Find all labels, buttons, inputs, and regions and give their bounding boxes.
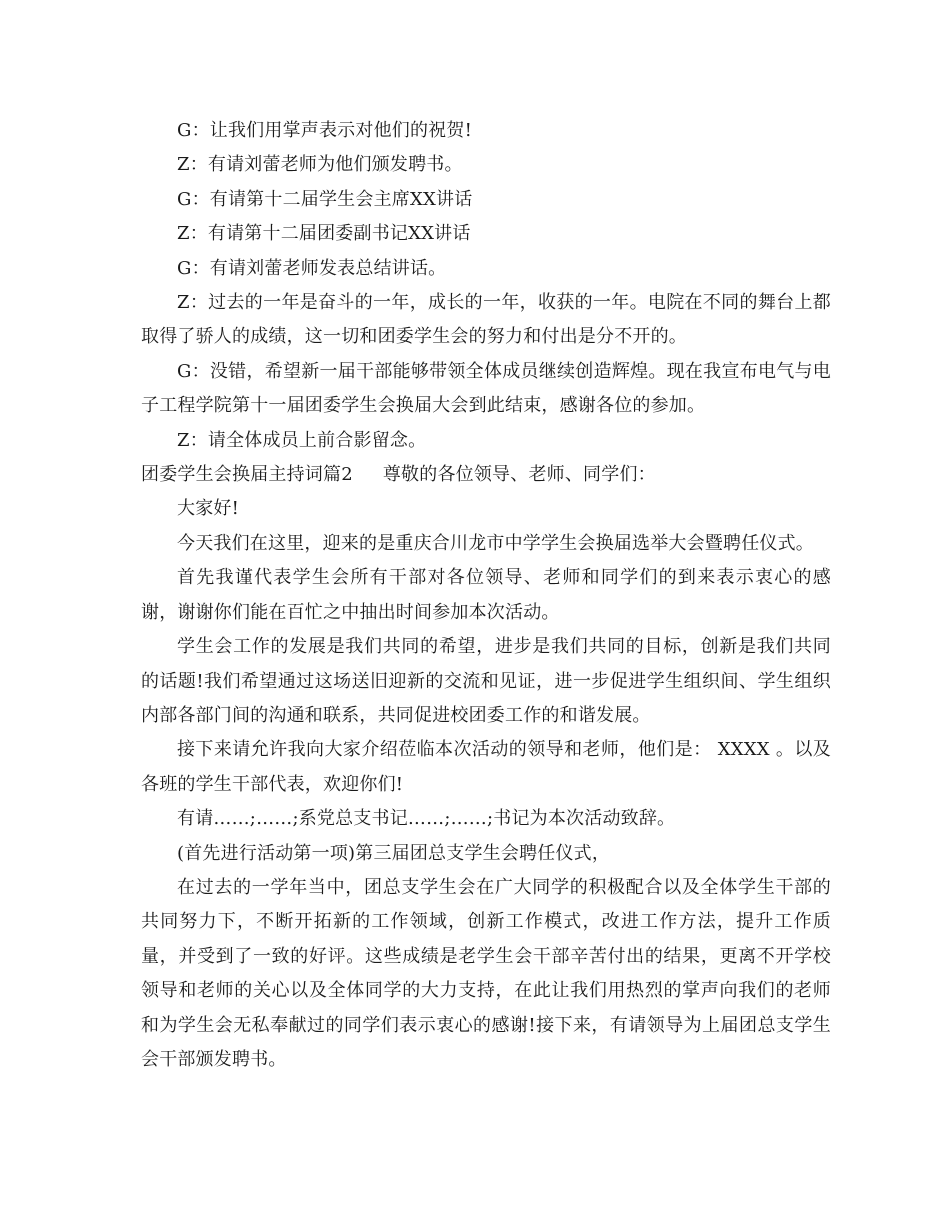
paragraph: 接下来请允许我向大家介绍莅临本次活动的领导和老师，他们是： XXXX 。以及各班的学生干部代表，欢迎你们!	[141, 739, 831, 795]
paragraph: G：没错，希望新一届干部能够带领全体成员继续创造辉煌。现在我宣布电气与电子工程学院第十一届团委学生会换届大会到此结束，感谢各位的参加。	[141, 360, 831, 417]
paragraph: 今天我们在这里，迎来的是重庆合川龙市中学学生会换届选举大会暨聘任仪式。	[177, 532, 814, 554]
section-opening: 尊敬的各位领导、老师、同学们：	[382, 464, 656, 486]
paragraph: Z：过去的一年是奋斗的一年，成长的一年，收获的一年。电院在不同的舞台上都取得了骄人的成绩，这一切和团委学生会的努力和付出是分不开的。	[141, 292, 831, 348]
paragraph: Z：请全体成员上前合影留念。	[177, 429, 427, 451]
paragraph: 在过去的一学年当中，团总支学生会在广大同学的积极配合以及全体学生干部的共同努力下，不断开拓新的工作领域，创新工作模式，改进工作方法，提升工作质量，并受到了一致的好评。这些成绩是老学生会干部辛苦付出的结果，更离不开学校领导和老师的关心以及全体同学的大力支持，在此让我们用热烈的掌声向我们的老师和为学生会无私奉献过的同学们表示衷心的感谢!接下来，有请领导为上届团总支学生会干部颁发聘书。	[141, 876, 831, 1070]
paragraph: G：有请刘蕾老师发表总结讲话。	[177, 257, 447, 279]
paragraph: 首先我谨代表学生会所有干部对各位领导、老师和同学们的到来表示衷心的感谢，谢谢你们能在百忙之中抽出时间参加本次活动。	[141, 567, 831, 623]
paragraph: 学生会工作的发展是我们共同的希望，进步是我们共同的目标，创新是我们共同的话题!我们希望通过这场送旧迎新的交流和见证，进一步促进学生组织间、学生组织内部各部门间的沟通和联系，共同促进校团委工作的和谐发展。	[141, 636, 831, 726]
paragraph: 大家好!	[177, 498, 240, 520]
paragraph: G：让我们用掌声表示对他们的祝贺!	[177, 120, 473, 141]
paragraph: Z：有请第十二届团委副书记XX讲话	[177, 223, 471, 245]
section-heading: 团委学生会换届主持词篇2	[141, 464, 353, 486]
document-body	[141, 114, 831, 1077]
section-heading-line	[141, 458, 831, 492]
paragraph: Z：有请刘蕾老师为他们颁发聘书。	[177, 154, 463, 176]
paragraph: 有请……;……;系党总支书记……;……;书记为本次活动致辞。	[177, 808, 676, 830]
paragraph: G：有请第十二届学生会主席XX讲话	[177, 188, 473, 210]
paragraph: (首先进行活动第一项)第三届团总支学生会聘任仪式，	[177, 842, 611, 864]
